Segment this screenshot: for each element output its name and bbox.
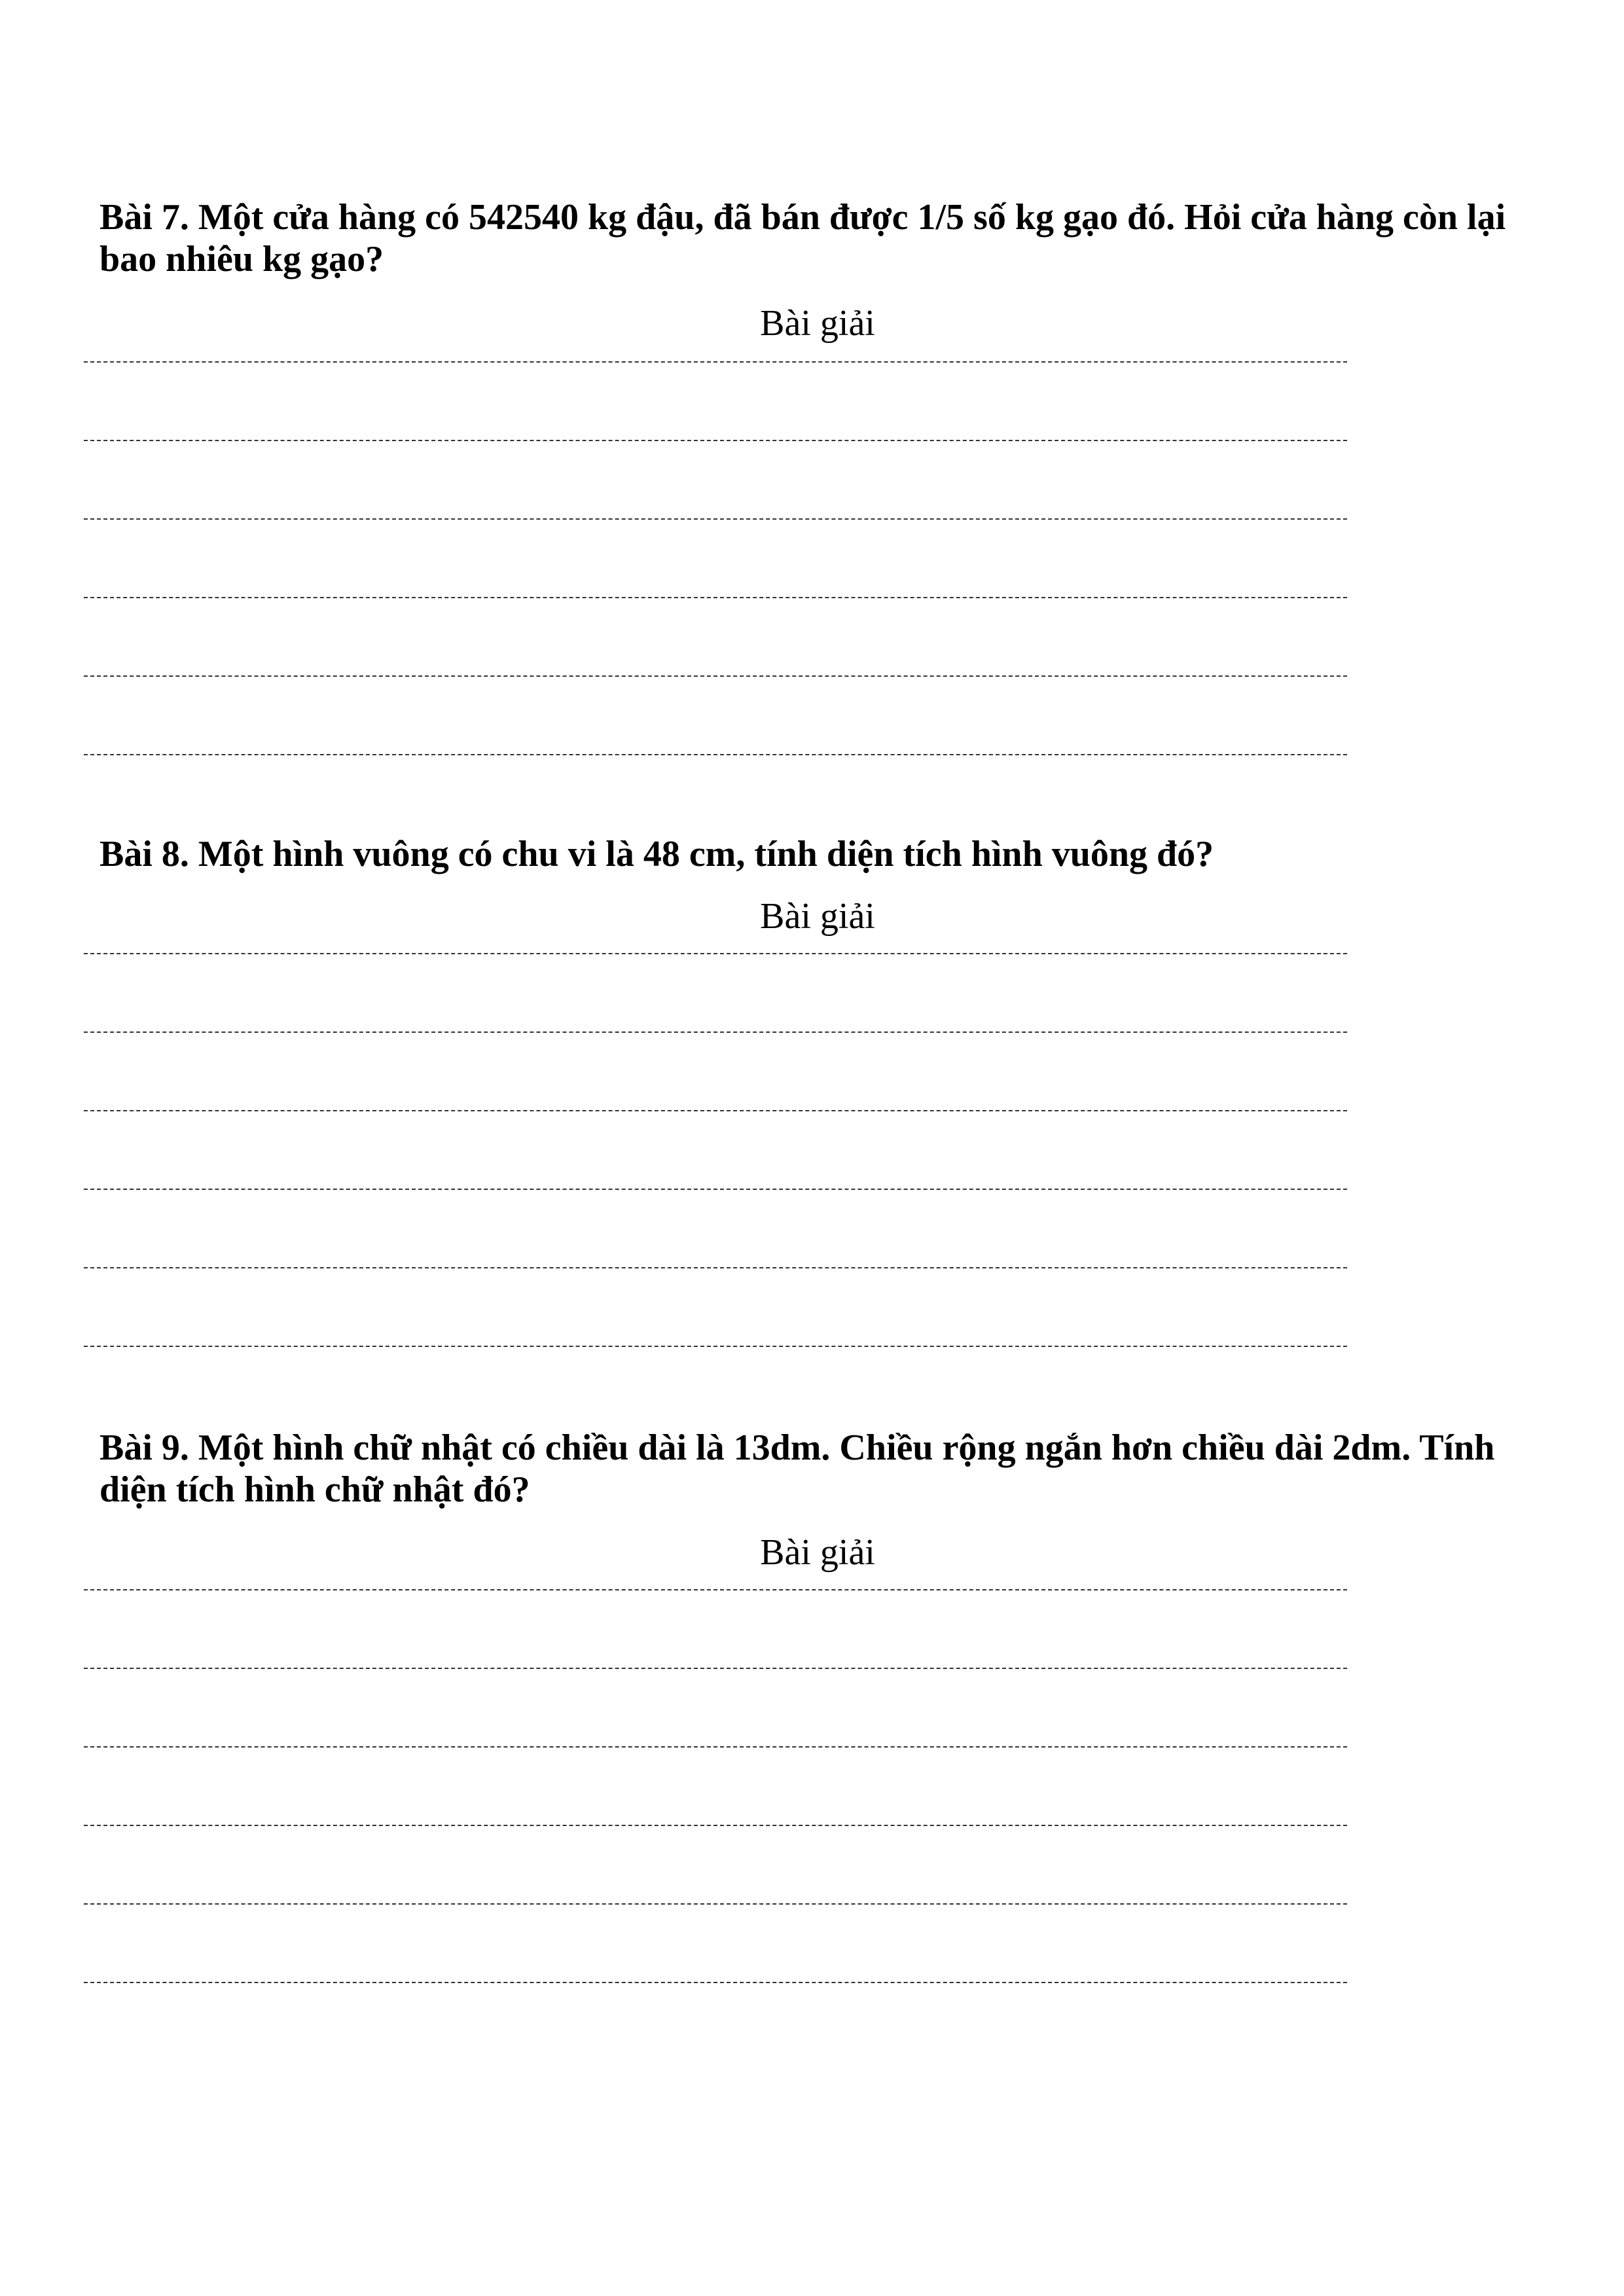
- answer-line[interactable]: [84, 1346, 1347, 1347]
- problem-question: Bài 7. Một cửa hàng có 542540 kg đậu, đã bán được 1/5 số kg gạo đó. Hỏi cửa hàng còn lại bao nhiêu kg gạo?: [99, 197, 1506, 279]
- answer-line[interactable]: [84, 1903, 1347, 1905]
- problem-question: Bài 8. Một hình vuông có chu vi là 48 cm, tính diện tích hình vuông đó?: [99, 834, 1214, 874]
- answer-line[interactable]: [84, 1110, 1347, 1111]
- answer-line[interactable]: [84, 754, 1347, 755]
- answer-line[interactable]: [84, 675, 1347, 677]
- answer-line[interactable]: [84, 597, 1347, 598]
- answer-line[interactable]: [84, 1589, 1347, 1590]
- answer-line[interactable]: [84, 1189, 1347, 1190]
- answer-line[interactable]: [84, 440, 1347, 441]
- answer-line[interactable]: [84, 1982, 1347, 1983]
- problem-question: Bài 9. Một hình chữ nhật có chiều dài là 13dm. Chiều rộng ngắn hơn chiều dài 2dm. Tính diện tích hình chữ nhật đó?: [99, 1427, 1495, 1510]
- solution-heading: Bài giải: [760, 896, 875, 937]
- answer-line[interactable]: [84, 1267, 1347, 1268]
- solution-heading: Bài giải: [760, 1532, 875, 1573]
- answer-line[interactable]: [84, 518, 1347, 520]
- answer-line[interactable]: [84, 1031, 1347, 1033]
- solution-heading: Bài giải: [760, 303, 875, 344]
- answer-line[interactable]: [84, 1746, 1347, 1748]
- answer-line[interactable]: [84, 953, 1347, 954]
- answer-line[interactable]: [84, 361, 1347, 363]
- answer-line[interactable]: [84, 1825, 1347, 1826]
- answer-line[interactable]: [84, 1668, 1347, 1669]
